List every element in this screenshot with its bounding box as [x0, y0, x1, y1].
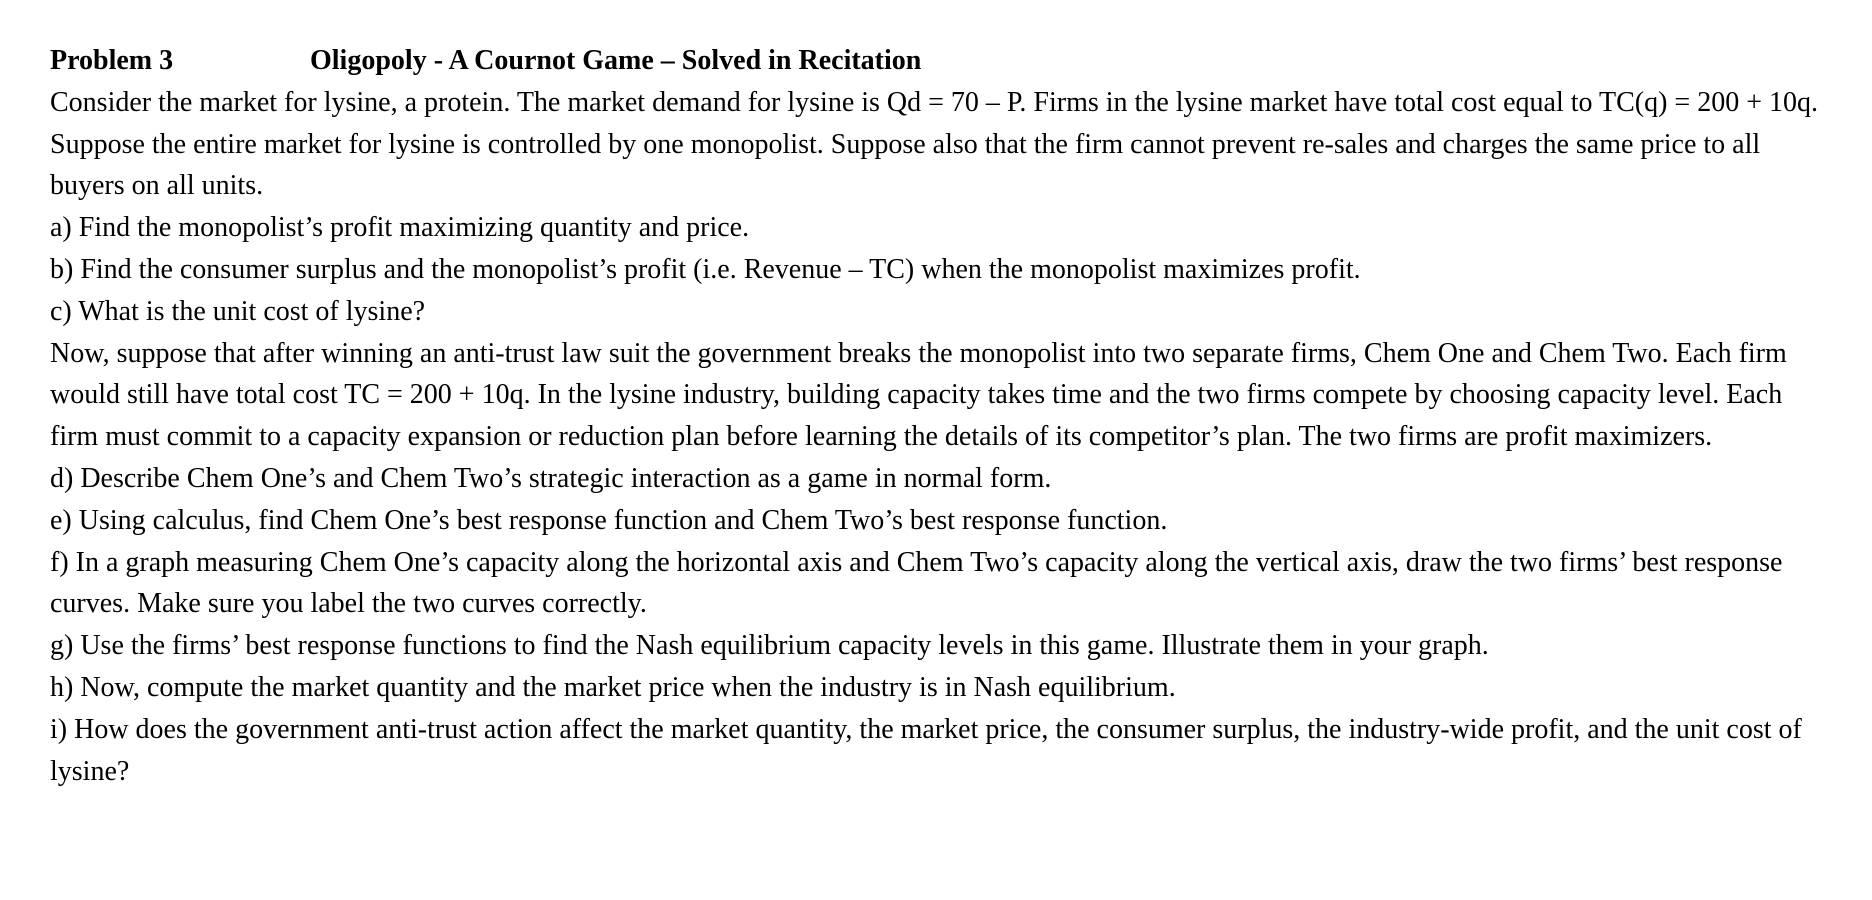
question-h: h) Now, compute the market quantity and the market price when the industry is in Nash equilibrium. [50, 671, 1176, 703]
monopolist-paragraph: Suppose the entire market for lysine is controlled by one monopolist. Suppose also that the firm cannot prevent re-sales and charges the same price to all buyers on all units. [50, 128, 1761, 202]
document-body [50, 40, 1830, 792]
question-e: e) Using calculus, find Chem One’s best response function and Chem Two’s best response function. [50, 504, 1168, 536]
question-d: d) Describe Chem One’s and Chem Two’s strategic interaction as a game in normal form. [50, 462, 1052, 494]
intro-paragraph: Consider the market for lysine, a protein. The market demand for lysine is Qd = 70 – P. Firms in the lysine market have total cost equal to TC(q) = 200 + 10q. [50, 86, 1819, 118]
problem-label: Problem 3 [50, 45, 174, 76]
problem-heading [50, 40, 1830, 82]
question-i: i) How does the government anti-trust action affect the market quantity, the market price, the consumer surplus, the industry-wide profit, and the unit cost of lysine? [50, 713, 1802, 787]
question-a: a) Find the monopolist’s profit maximizing quantity and price. [50, 212, 750, 244]
question-b: b) Find the consumer surplus and the monopolist’s profit (i.e. Revenue – TC) when the monopolist maximizes profit. [50, 253, 1361, 285]
problem-title: Oligopoly - A Cournot Game – Solved in Recitation [310, 45, 922, 76]
question-f: f) In a graph measuring Chem One’s capacity along the horizontal axis and Chem Two’s capacity along the vertical axis, draw the two firms’ best response curves. Make sure you label the two curves correctly. [50, 546, 1783, 620]
question-c: c) What is the unit cost of lysine? [50, 295, 426, 327]
duopoly-paragraph: Now, suppose that after winning an anti-trust law suit the government breaks the monopolist into two separate firms, Chem One and Chem Two. Each firm would still have total cost TC = 200 + 10q. In the lysine industry, building capacity takes time and the two firms compete by choosing capacity level. Each firm must commit to a capacity expansion or reduction plan before learning the details of its competitor’s plan. The two firms are profit maximizers. [50, 337, 1787, 453]
question-g: g) Use the firms’ best response functions to find the Nash equilibrium capacity levels in this game. Illustrate them in your graph. [50, 630, 1489, 662]
